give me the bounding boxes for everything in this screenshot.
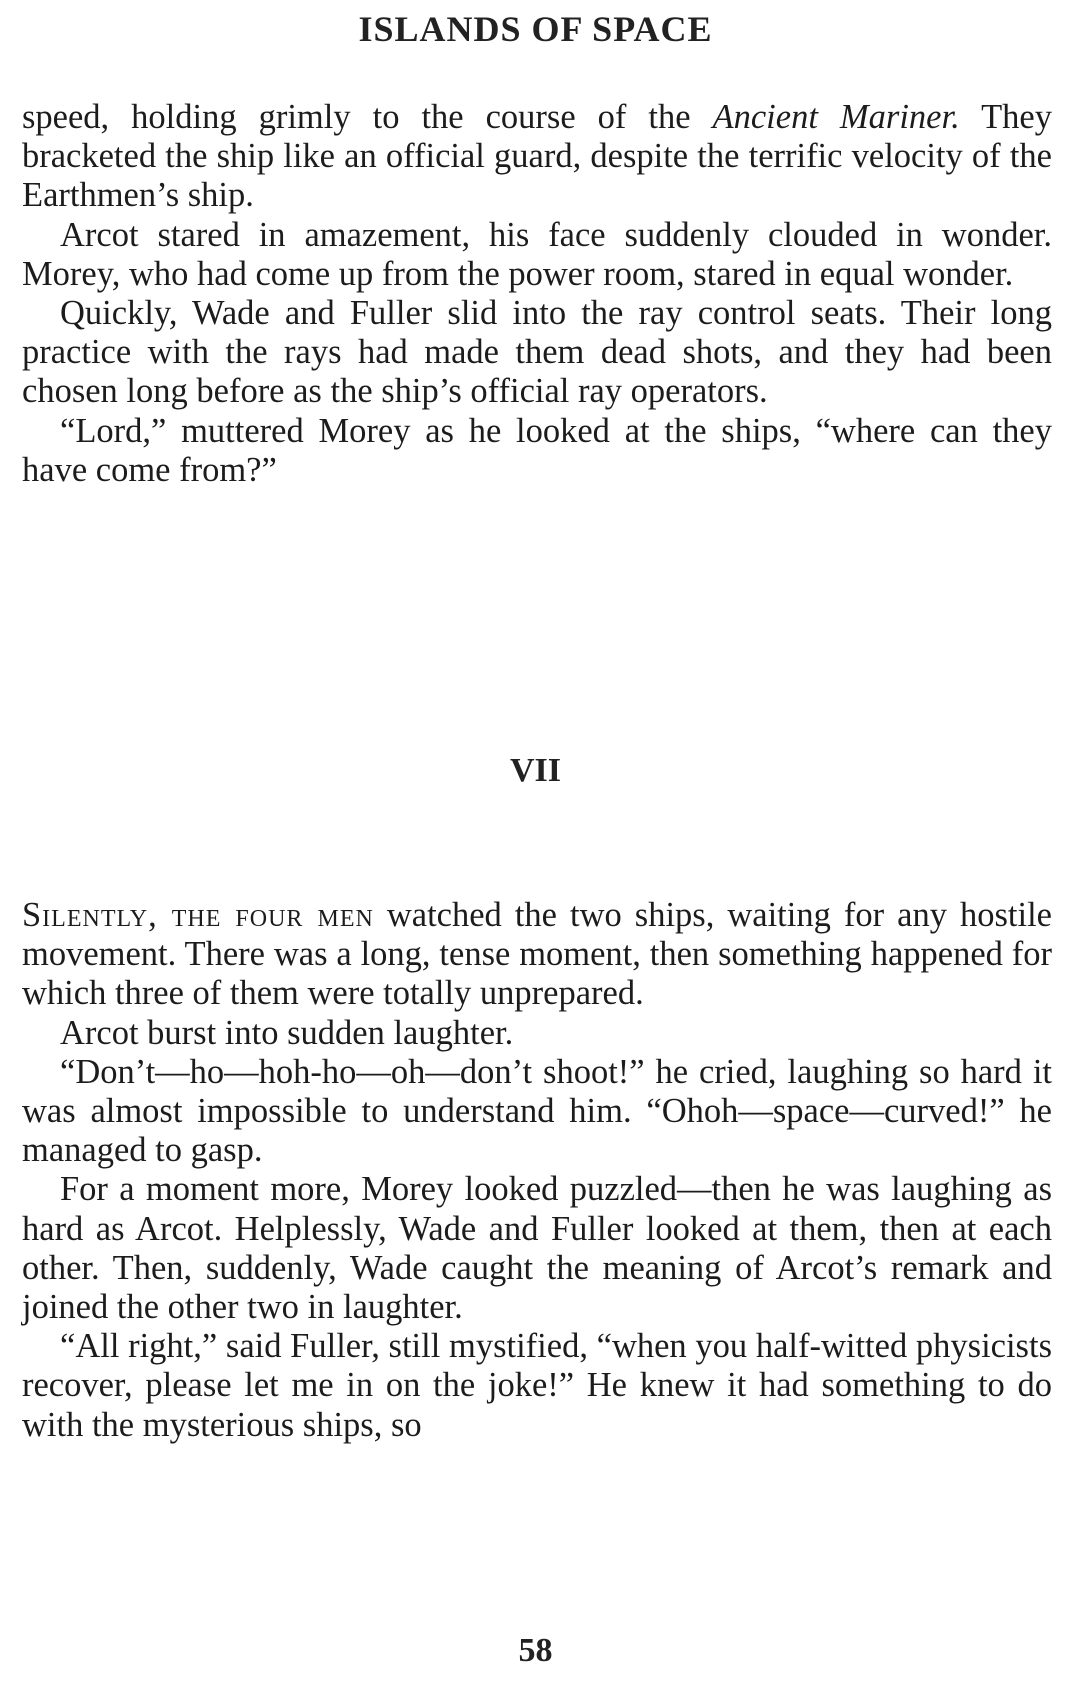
paragraph: For a moment more, Morey looked puzzled—then he was laughing as hard as Arcot. Helplessly, Wade and Fuller looked at them, then at each other. Then, suddenly, Wade caught the meaning of Arcot’s remark and joined the other two in laughter. (22, 1170, 1052, 1327)
paragraph: Arcot burst into sudden laughter. (60, 1013, 514, 1052)
ship-name: Ancient Mariner. (712, 98, 960, 136)
paragraph: “All right,” said Fuller, still mystified, “when you half-witted physicists recover, please let me in on the joke!” He knew it had something to do with the mysterious ships, so (22, 1327, 1052, 1444)
paragraph: Quickly, Wade and Fuller slid into the ray control seats. Their long practice with the rays had made them dead shots, and they had been chosen long before as the ship’s official ray operators. (22, 294, 1052, 411)
paragraph-text: speed, holding grimly to the course of the (22, 98, 713, 136)
running-head: ISLANDS OF SPACE (358, 9, 713, 49)
paragraph: Arcot stared in amazement, his face suddenly clouded in wonder. Morey, who had come up from the power room, stared in equal wonder. (22, 215, 1052, 293)
paragraph-text: watched the two ships, waiting for any hostile movement. There was a long, tense moment, then something happened for which three of them were totally unprepared. (22, 896, 1052, 1013)
page-number: 58 (518, 1632, 553, 1669)
paragraph (22, 98, 1052, 216)
section-one-text (22, 98, 1052, 490)
section-two-text (22, 896, 1052, 1445)
paragraph: “Don’t—ho—hoh-ho—oh—don’t shoot!” he cried, laughing so hard it was almost impossible to understand him. “Ohoh—space—curved!” he managed to gasp. (22, 1052, 1052, 1170)
chapter-lead-in: Silently, the four men (22, 896, 374, 934)
chapter-heading: VII (509, 752, 562, 789)
paragraph-text: They bracketed the ship like an official guard, despite the terrific velocity of the Earthmen’s ship. (22, 98, 1052, 215)
paragraph (22, 896, 1052, 1014)
paragraph: “Lord,” muttered Morey as he looked at the ships, “where can they have come from?” (22, 411, 1052, 489)
